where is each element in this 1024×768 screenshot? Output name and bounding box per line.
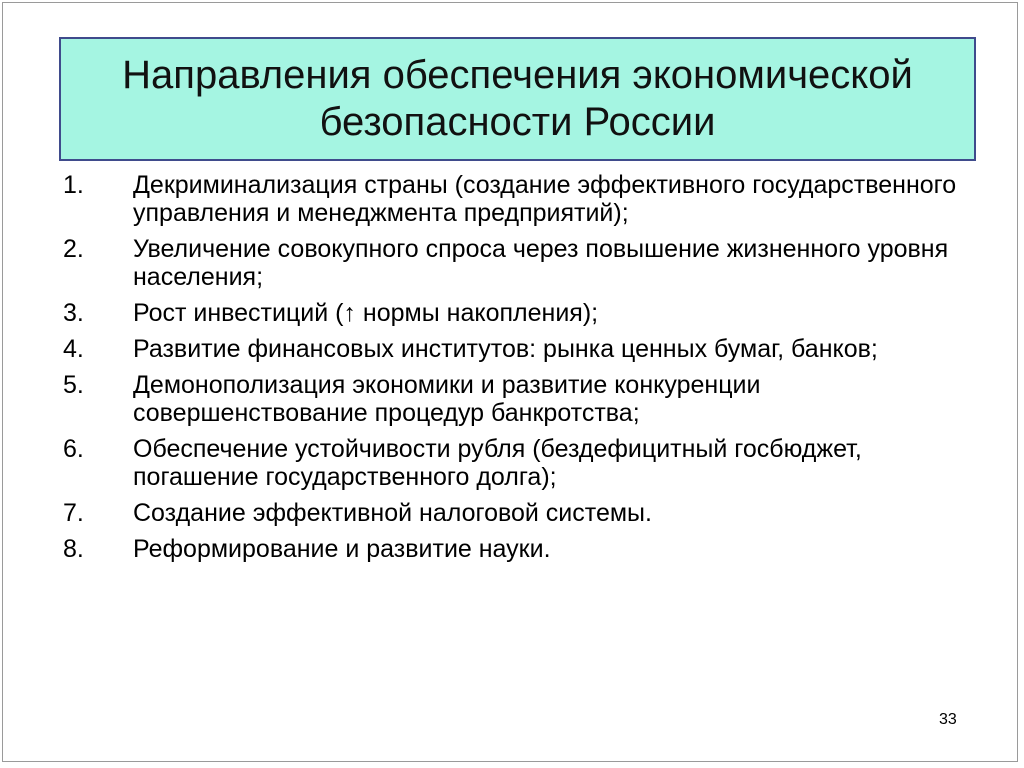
list-item	[63, 235, 963, 291]
item-number: 1.	[63, 171, 84, 199]
title-box	[59, 37, 976, 161]
item-number: 3.	[63, 299, 84, 327]
item-text: Обеспечение устойчивости рубля (бездефицитный госбюджет, погашение государственного долга);	[133, 435, 862, 491]
directions-list	[63, 171, 963, 571]
title-line-1: Направления обеспечения экономической	[122, 53, 913, 97]
page-number: 33	[939, 711, 957, 728]
slide	[2, 2, 1018, 762]
item-text: Рост инвестиций (↑ нормы накопления);	[133, 299, 599, 327]
item-number: 8.	[63, 535, 84, 563]
item-text: Декриминализация страны (создание эффективного государственного управления и менеджмента предприятий);	[133, 171, 957, 227]
list-item	[63, 371, 963, 427]
item-number: 6.	[63, 435, 84, 463]
list-item	[63, 535, 963, 563]
list-item	[63, 171, 963, 227]
item-number: 5.	[63, 371, 84, 399]
list-item	[63, 335, 963, 363]
item-number: 7.	[63, 499, 84, 527]
item-text: Демонополизация экономики и развитие конкуренции совершенствование процедур банкротства;	[133, 371, 761, 427]
list-item	[63, 499, 963, 527]
item-number: 2.	[63, 235, 84, 263]
item-number: 4.	[63, 335, 84, 363]
item-text: Реформирование и развитие науки.	[133, 535, 551, 563]
item-text: Развитие финансовых институтов: рынка ценных бумаг, банков;	[133, 335, 878, 363]
list-item	[63, 299, 963, 327]
item-text: Увеличение совокупного спроса через повышение жизненного уровня населения;	[133, 235, 949, 291]
item-text: Создание эффективной налоговой системы.	[133, 499, 652, 527]
slide-title	[122, 52, 913, 146]
title-line-2: безопасности России	[319, 100, 716, 144]
list-item	[63, 435, 963, 491]
